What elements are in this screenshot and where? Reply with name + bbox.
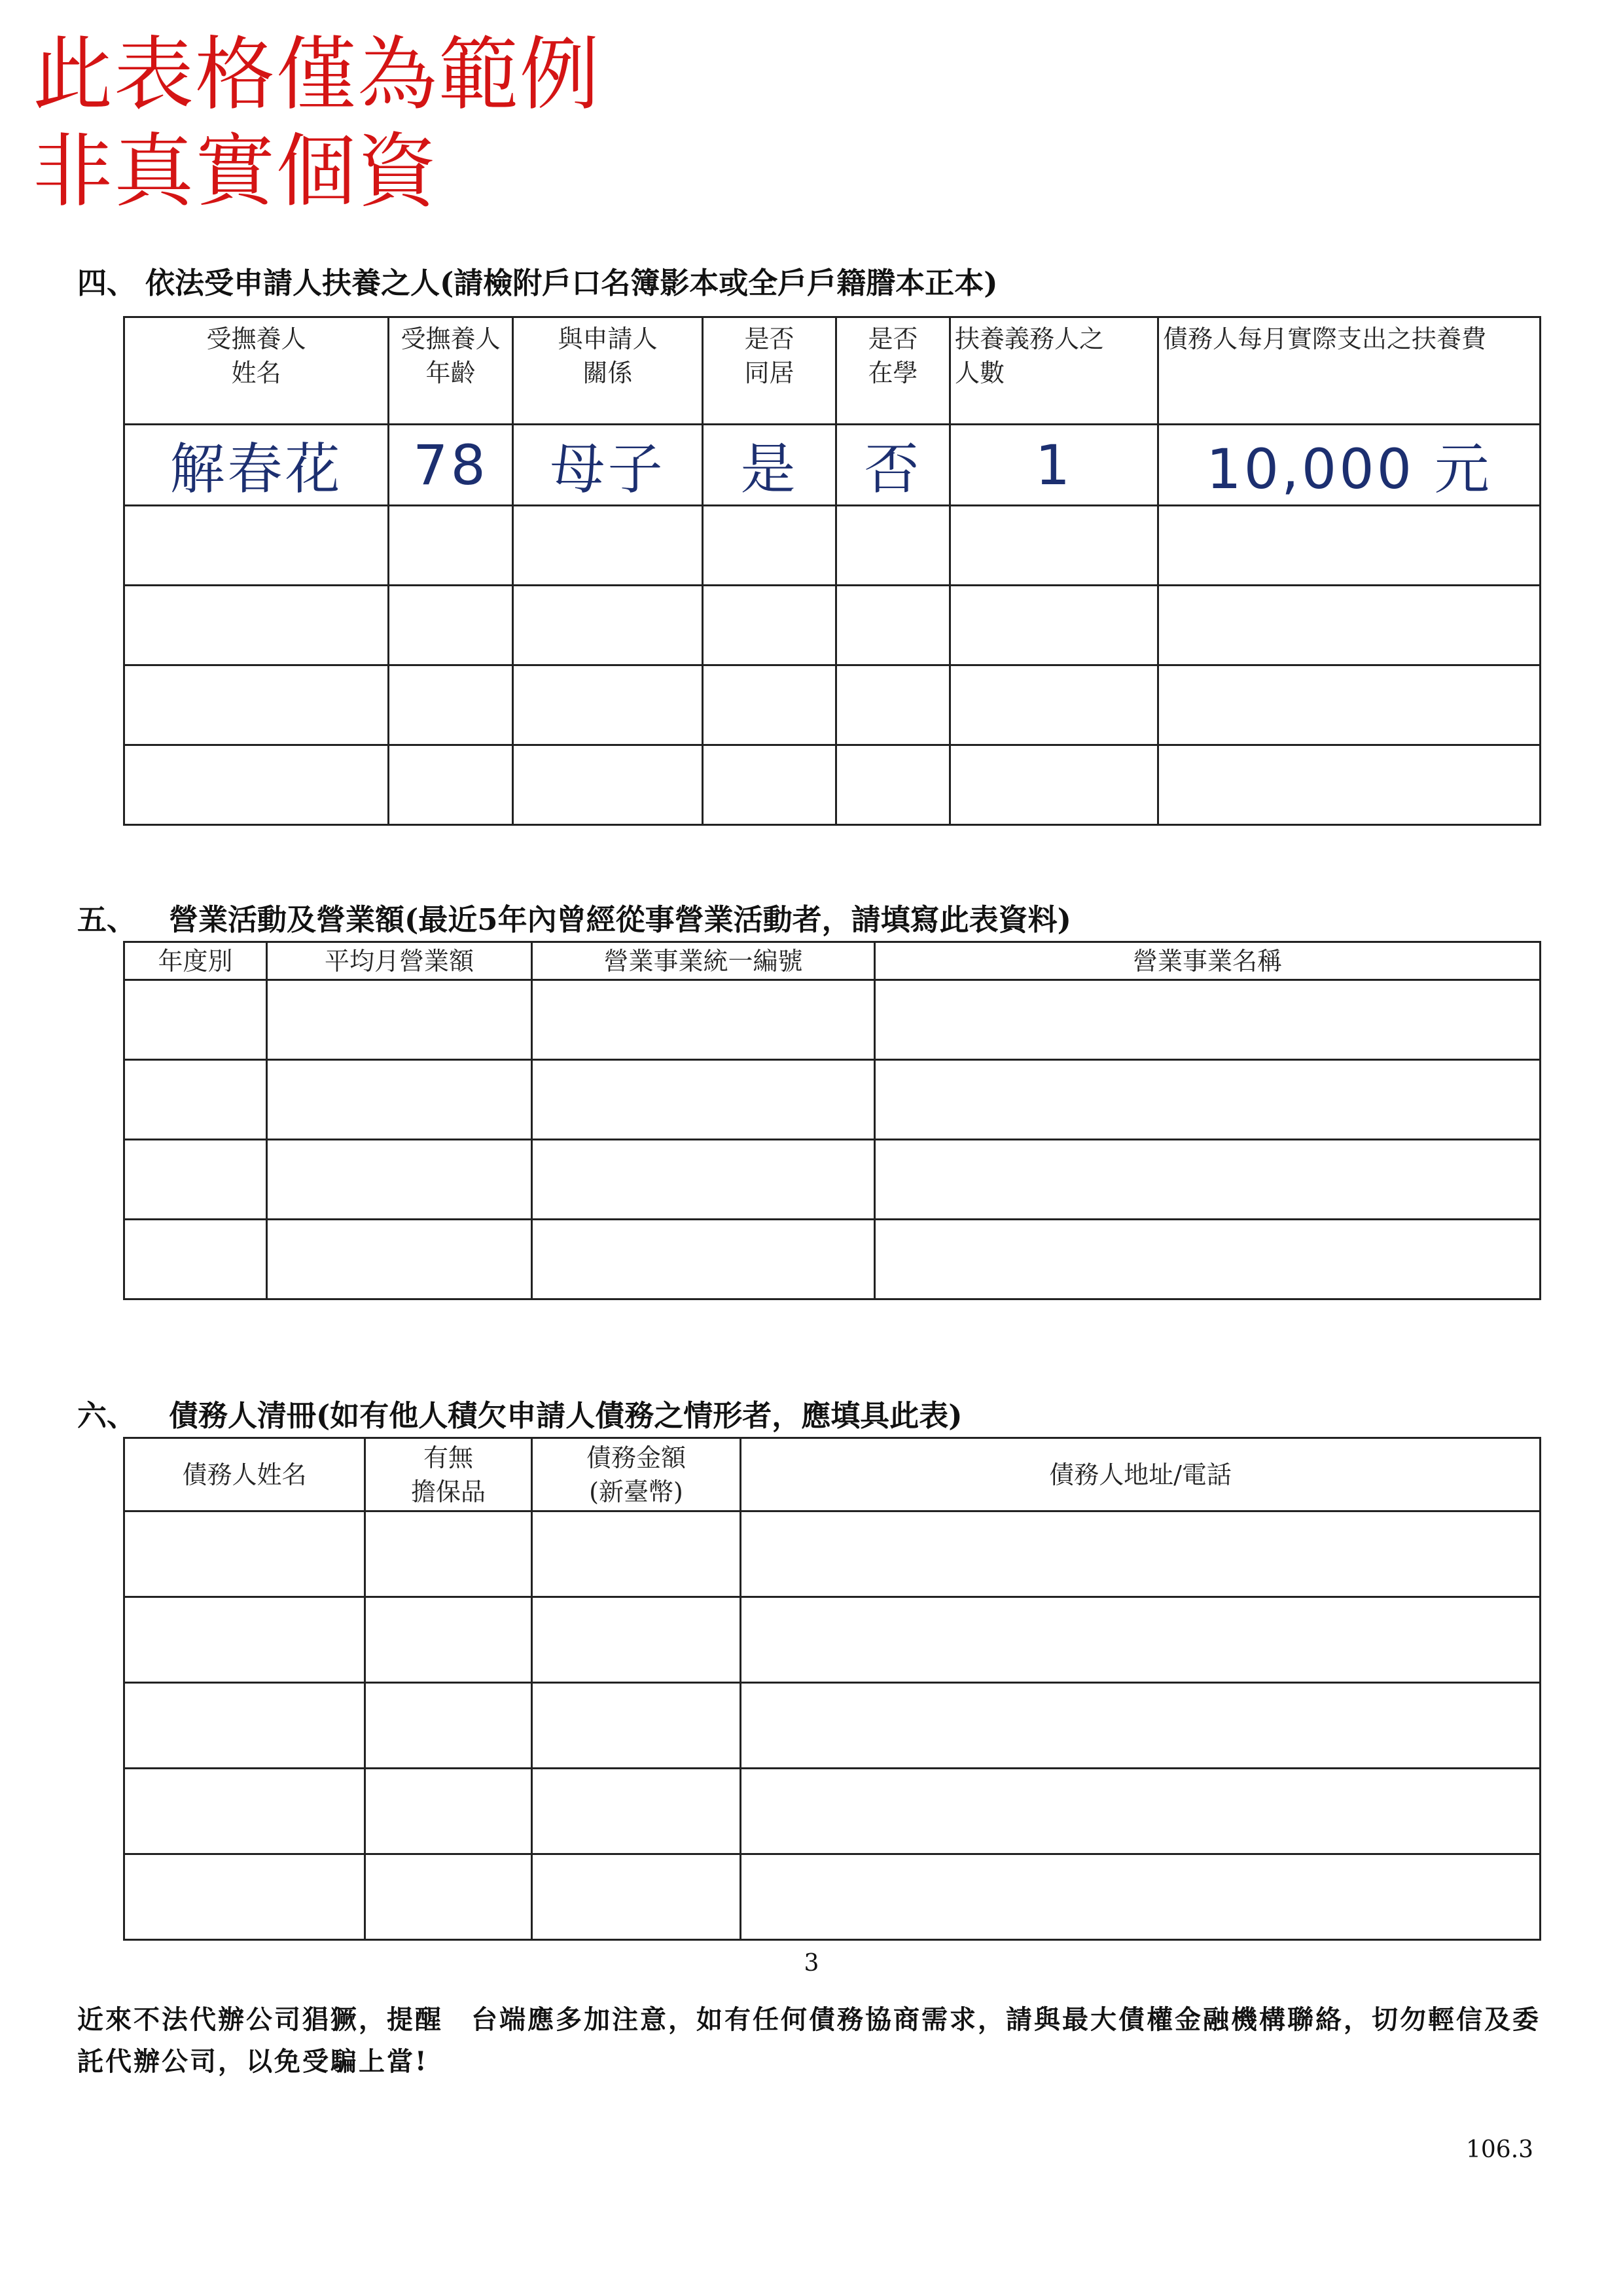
section-5-title	[77, 902, 1071, 938]
dependent-row	[124, 506, 1541, 586]
header-in-school: 是否 在學	[836, 317, 950, 425]
dependents-table	[123, 316, 1541, 826]
dependent-row	[124, 586, 1541, 665]
relationship-cell[interactable]: 母子	[513, 425, 703, 506]
section-5-heading: 營業活動及營業額(最近5年內曾經從事營業活動者，請填寫此表資料)	[169, 902, 1071, 937]
business-header-row	[124, 942, 1541, 980]
business-row	[124, 1060, 1541, 1140]
header-obligor-count: 扶養義務人之 人數	[950, 317, 1158, 425]
watermark-line-2: 非真實個資	[33, 125, 438, 218]
dependent-row	[124, 425, 1541, 506]
section-6-heading: 債務人清冊(如有他人積欠申請人債務之情形者，應填具此表)	[169, 1398, 963, 1433]
header-collateral: 有無 擔保品	[365, 1438, 532, 1511]
dependents-header-row	[124, 317, 1541, 425]
business-row	[124, 1140, 1541, 1220]
business-row	[124, 1220, 1541, 1299]
header-dependent-name: 受撫養人 姓名	[124, 317, 389, 425]
header-business-id: 營業事業統一編號	[532, 942, 875, 980]
business-activity-table	[123, 941, 1541, 1300]
section-6-title	[77, 1398, 963, 1434]
debtor-header-row	[124, 1438, 1541, 1511]
debtor-row	[124, 1769, 1541, 1854]
debtor-row	[124, 1511, 1541, 1597]
header-cohabiting: 是否 同居	[703, 317, 836, 425]
section-5-number: 五、	[77, 902, 137, 937]
dependent-age-cell[interactable]: 78	[389, 425, 513, 506]
watermark-line-1: 此表格僅為範例	[33, 28, 601, 121]
debtor-row	[124, 1854, 1541, 1940]
dependent-name-cell[interactable]: 解春花	[124, 425, 389, 506]
section-6-number: 六、	[77, 1398, 137, 1433]
debtor-row	[124, 1597, 1541, 1683]
page-number: 3	[804, 1950, 819, 1977]
dependent-row	[124, 745, 1541, 825]
header-debtor-name: 債務人姓名	[124, 1438, 365, 1511]
sample-watermark	[33, 26, 601, 220]
monthly-support-cell[interactable]: 10,000 元	[1158, 425, 1541, 506]
section-4-title	[77, 265, 998, 302]
header-year: 年度別	[124, 942, 267, 980]
header-relationship: 與申請人 關係	[513, 317, 703, 425]
header-business-name: 營業事業名稱	[875, 942, 1541, 980]
business-row	[124, 980, 1541, 1060]
in-school-cell[interactable]: 否	[836, 425, 950, 506]
section-4-heading: 依法受申請人扶養之人(請檢附戶口名簿影本或全戶戶籍謄本正本)	[145, 266, 998, 300]
obligor-count-cell[interactable]: 1	[950, 425, 1158, 506]
debtor-row	[124, 1683, 1541, 1769]
section-4-number: 四、	[77, 266, 137, 300]
debtor-list-table	[123, 1437, 1541, 1941]
header-debtor-address-phone: 債務人地址/電話	[741, 1438, 1541, 1511]
header-dependent-age: 受撫養人 年齡	[389, 317, 513, 425]
header-monthly-support: 債務人每月實際支出之扶養費	[1158, 317, 1541, 425]
cohabiting-cell[interactable]: 是	[703, 425, 836, 506]
fraud-warning-notice: 近來不法代辦公司猖獗，提醒 台端應多加注意，如有任何債務協商需求，請與最大債權金融機構聯絡，切勿輕信及委託代辦公司，以免受騙上當!	[77, 2004, 1541, 2077]
header-debt-amount: 債務金額 (新臺幣)	[532, 1438, 741, 1511]
dependent-row	[124, 665, 1541, 745]
form-version: 106.3	[1466, 2136, 1534, 2163]
header-avg-monthly-revenue: 平均月營業額	[267, 942, 532, 980]
